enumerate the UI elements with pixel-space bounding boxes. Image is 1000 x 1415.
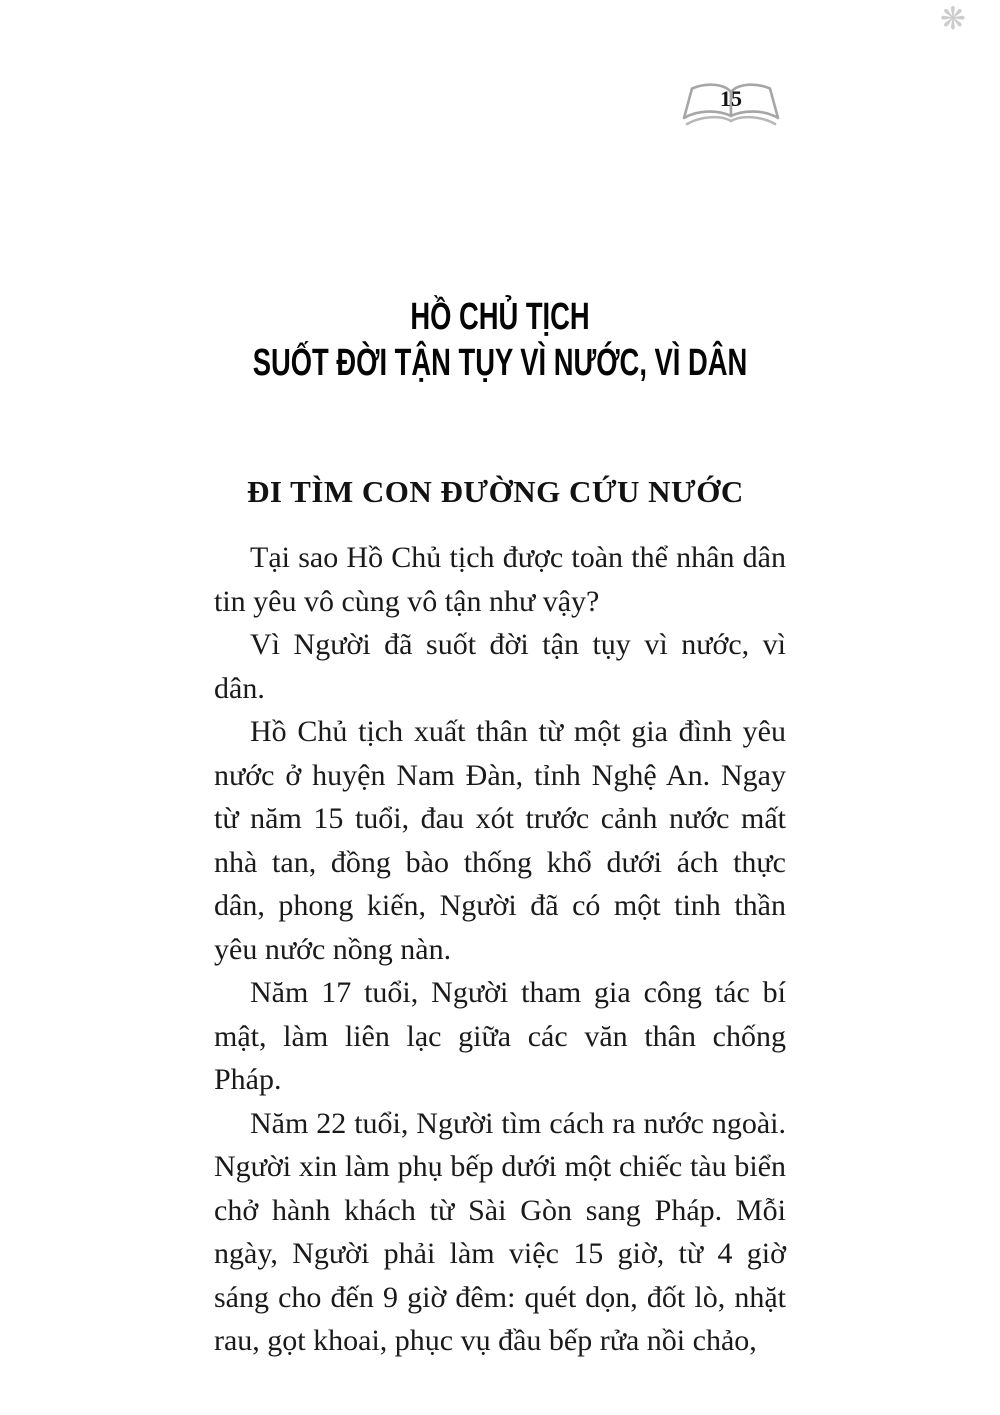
paragraph: Tại sao Hồ Chủ tịch được toàn thể nhân dân tin yêu vô cùng vô tận như vậy? [214,541,786,618]
flower-ornament-icon: ❋ [940,1,966,37]
paragraph: Vì Người đã suốt đời tận tụy vì nước, vì dân. [214,628,786,705]
page-number: 15 [720,86,742,111]
paragraph: Hồ Chủ tịch xuất thân từ một gia đình yêu nước ở huyện Nam Đàn, tỉnh Nghệ An. Ngay từ năm 15 tuổi, đau xót trước cảnh nước mất nhà tan, đồng bào thống khổ dưới ách thực dân, phong kiến, Người đã có một tinh thần yêu nước nồng nàn. [214,715,786,966]
open-book-icon [680,79,782,129]
body-text-column [214,472,786,1363]
paragraph: Năm 22 tuổi, Người tìm cách ra nước ngoài. Người xin làm phụ bếp dưới một chiếc tàu biển chở hành khách từ Sài Gòn sang Pháp. Mỗi ngày, Người phải làm việc 15 giờ, từ 4 giờ sáng cho đến 9 giờ đêm: quét dọn, đốt lò, nhặt rau, gọt khoai, phục vụ đầu bếp rửa nồi chảo, [214,1106,786,1357]
chapter-title-line2: SUỐT ĐỜI TẬN TỤY VÌ NƯỚC, VÌ DÂN [252,342,748,384]
paragraph: Năm 17 tuổi, Người tham gia công tác bí mật, làm liên lạc giữa các văn thân chống Pháp. [214,976,786,1096]
chapter-title-line1: HỒ CHỦ TỊCH [410,296,590,338]
chapter-title [0,294,1000,386]
page-number-badge [680,79,782,129]
section-heading: ĐI TÌM CON ĐƯỜNG CỨU NƯỚC [247,474,744,509]
